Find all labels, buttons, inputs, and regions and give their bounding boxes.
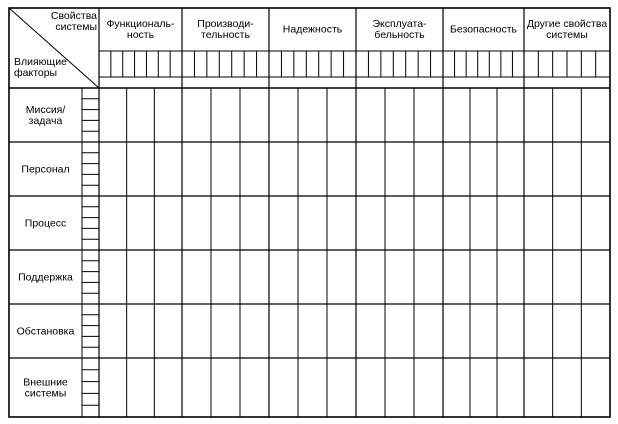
corner-top-label: Свойства [50,10,97,22]
corner-bottom-label: факторы [14,67,58,79]
property-label: Производи- [197,18,254,30]
factor-label: Обстановка [16,325,75,338]
factor-label: задача [28,115,63,127]
corner-bottom-label: Влияющие [14,56,67,68]
property-label: ность [126,29,155,41]
factor-label: Внешние [23,376,68,389]
factor-label: Миссия/ [25,104,66,116]
factor-label: Поддержка [18,271,73,284]
factor-label: Процесс [24,217,67,230]
property-label: системы [546,29,588,41]
property-label: Надежность [282,23,343,36]
property-label: Функциональ- [106,18,175,30]
factor-label: системы [24,387,67,400]
property-label: Эксплуата- [372,18,427,30]
property-label: тельность [201,29,250,41]
factor-label: Персонал [21,163,70,176]
corner-top-label: системы [55,21,97,33]
property-label: Безопасность [450,23,517,36]
property-label: бельность [374,29,425,41]
property-label: Другие свойства [526,18,608,30]
